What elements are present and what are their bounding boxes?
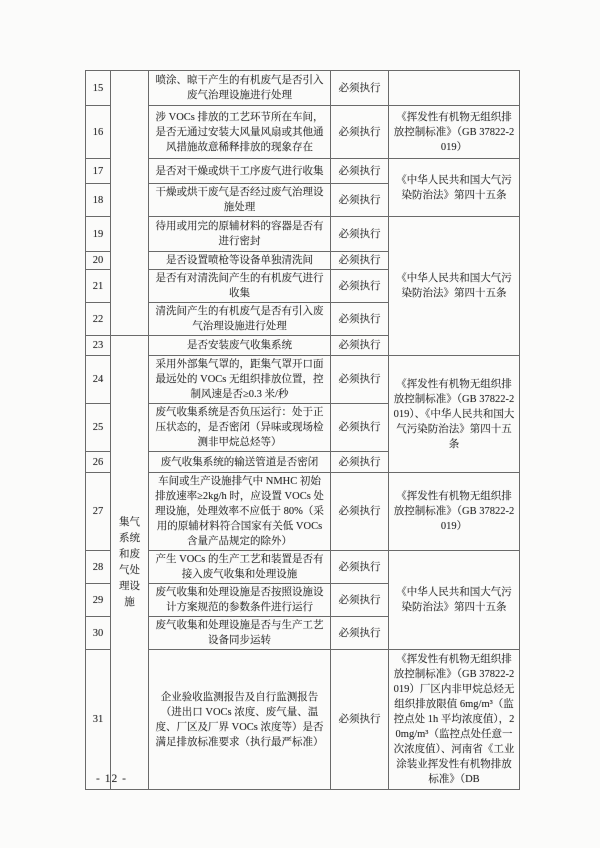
- table-row: [86, 650, 520, 790]
- category-cell: [111, 336, 149, 790]
- row-number-cell: 29: [86, 584, 111, 617]
- row-number-cell: 24: [86, 356, 111, 404]
- inspection-checklist-table: [85, 70, 520, 790]
- requirement-cell: 必须执行: [331, 159, 389, 184]
- row-number-cell: 16: [86, 106, 111, 159]
- requirement-cell: 必须执行: [331, 336, 389, 356]
- category-cell: [111, 71, 149, 336]
- table-row: [86, 473, 520, 551]
- category-label: 集气系统和废气处理设施: [119, 516, 140, 608]
- requirement-cell: 必须执行: [331, 106, 389, 159]
- row-number-cell: 27: [86, 473, 111, 551]
- content-cell: 采用外部集气罩的，距集气罩开口面最远处的 VOCs 无组织排放位置，控制风速是否≥0.3 米/秒: [149, 356, 331, 404]
- requirement-cell: 必须执行: [331, 404, 389, 452]
- table-row: [86, 159, 520, 184]
- legal-basis-cell: 《中华人民共和国大气污染防治法》第四十五条: [389, 217, 520, 356]
- requirement-cell: 必须执行: [331, 270, 389, 303]
- content-cell: 待用或用完的原辅材料的容器是否有进行密封: [149, 217, 331, 252]
- row-number-cell: 23: [86, 336, 111, 356]
- row-number-cell: 25: [86, 404, 111, 452]
- content-cell: 是否安装废气收集系统: [149, 336, 331, 356]
- content-cell: 是否设置喷枪等设备单独清洗间: [149, 252, 331, 270]
- content-cell: 涉 VOCs 排放的工艺环节所在车间，是否无通过安装大风量风扇或其他通风措施故意稀释排放的现象存在: [149, 106, 331, 159]
- requirement-cell: 必须执行: [331, 650, 389, 790]
- requirement-cell: 必须执行: [331, 452, 389, 473]
- content-cell: 喷涂、晾干产生的有机废气是否引入废气治理设施进行处理: [149, 71, 331, 106]
- row-number-cell: 17: [86, 159, 111, 184]
- legal-basis-cell: 《中华人民共和国大气污染防治法》第四十五条: [389, 159, 520, 217]
- table-row: [86, 356, 520, 404]
- legal-basis-cell: 《挥发性有机物无组织排放控制标准》（GB 37822-2019）: [389, 106, 520, 159]
- legal-basis-cell: 《挥发性有机物无组织排放控制标准》（GB 37822-2019）、《中华人民共和国大气污染防治法》第四十五条: [389, 356, 520, 473]
- requirement-cell: 必须执行: [331, 71, 389, 106]
- content-cell: 清洗间产生的有机废气是否有引入废气治理设施进行处理: [149, 303, 331, 336]
- content-cell: 干燥或烘干废气是否经过废气治理设施处理: [149, 184, 331, 217]
- legal-basis-cell: 《挥发性有机物无组织排放控制标准》（GB 37822-2019）厂区内非甲烷总烃无组织排放限值 6mg/m³（监控点处 1h 平均浓度值），20mg/m³（监控点处任意一次浓度值）、河南省《工业涂装业挥发性有机物排放标准》（DB: [389, 650, 520, 790]
- row-number-cell: 15: [86, 71, 111, 106]
- row-number-cell: 18: [86, 184, 111, 217]
- content-cell: 废气收集和处理设施是否与生产工艺设备同步运转: [149, 617, 331, 650]
- content-cell: 企业验收监测报告及自行监测报告（进出口 VOCs 浓度、废气量、温度、厂区及厂界 VOCs 浓度等）是否满足排放标准要求（执行最严标准）: [149, 650, 331, 790]
- table-row: [86, 551, 520, 584]
- requirement-cell: 必须执行: [331, 184, 389, 217]
- content-cell: 是否有对清洗间产生的有机废气进行收集: [149, 270, 331, 303]
- content-cell: 产生 VOCs 的生产工艺和装置是否有接入废气收集和处理设施: [149, 551, 331, 584]
- requirement-cell: 必须执行: [331, 217, 389, 252]
- row-number-cell: 20: [86, 252, 111, 270]
- content-cell: 废气收集系统是否负压运行：处于正压状态的，是否密闭（异味或现场检测非甲烷总烃等）: [149, 404, 331, 452]
- row-number-cell: 28: [86, 551, 111, 584]
- row-number-cell: 19: [86, 217, 111, 252]
- requirement-cell: 必须执行: [331, 584, 389, 617]
- table-row: [86, 217, 520, 252]
- content-cell: 车间或生产设施排气中 NMHC 初始排放速率≥2kg/h 时，应设置 VOCs 处理设施，处理效率不应低于 80%（采用的原辅材料符合国家有关低 VOCs 含量产品规定的除外）: [149, 473, 331, 551]
- legal-basis-cell: 《挥发性有机物无组织排放控制标准》（GB 37822-2019）: [389, 473, 520, 551]
- requirement-cell: 必须执行: [331, 617, 389, 650]
- requirement-cell: 必须执行: [331, 303, 389, 336]
- row-number-cell: 21: [86, 270, 111, 303]
- requirement-cell: 必须执行: [331, 252, 389, 270]
- table-row: [86, 106, 520, 159]
- legal-basis-cell: [389, 71, 520, 106]
- content-cell: 废气收集和处理设施是否按照设施设计方案规范的参数条件进行运行: [149, 584, 331, 617]
- row-number-cell: 31: [86, 650, 111, 790]
- requirement-cell: 必须执行: [331, 356, 389, 404]
- row-number-cell: 30: [86, 617, 111, 650]
- row-number-cell: 26: [86, 452, 111, 473]
- page-number: - 12 -: [96, 773, 127, 785]
- legal-basis-cell: 《中华人民共和国大气污染防治法》第四十五条: [389, 551, 520, 650]
- row-number-cell: 22: [86, 303, 111, 336]
- content-cell: 是否对干燥或烘干工序废气进行收集: [149, 159, 331, 184]
- content-cell: 废气收集系统的输送管道是否密闭: [149, 452, 331, 473]
- requirement-cell: 必须执行: [331, 551, 389, 584]
- requirement-cell: 必须执行: [331, 473, 389, 551]
- table-row: [86, 71, 520, 106]
